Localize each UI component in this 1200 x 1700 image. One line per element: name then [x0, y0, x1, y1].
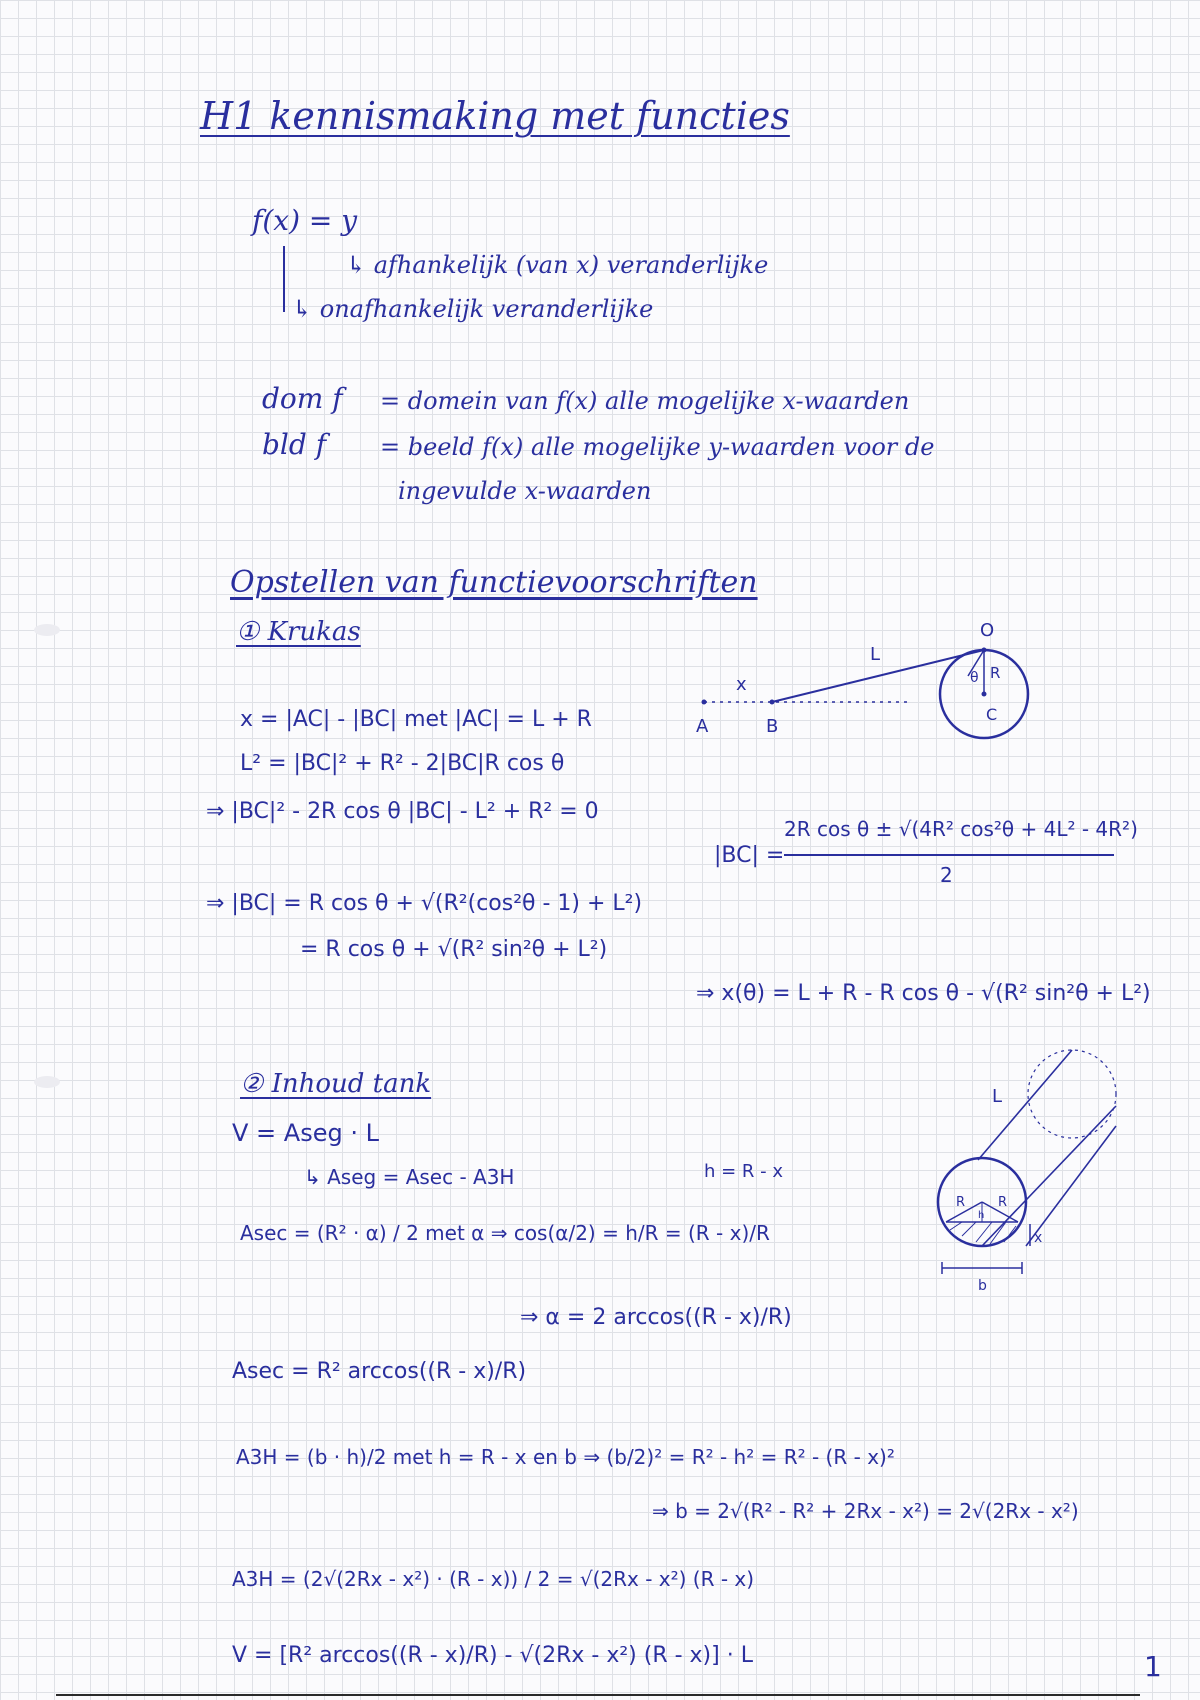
label-L: L	[870, 644, 881, 665]
label-C: C	[986, 705, 998, 724]
page-number: 1	[1144, 1650, 1162, 1683]
bc-fraction-bar	[784, 854, 1114, 856]
bc-formula-denominator: 2	[940, 863, 953, 887]
label-R-right: R	[998, 1195, 1008, 1210]
bottom-rule	[56, 1694, 1140, 1696]
bld-definition-continued: ingevulde x-waarden	[398, 477, 652, 505]
tank-final-volume: V = [R² arccos((R - x)/R) - √(2Rx - x²) (R - x)] · L	[232, 1643, 753, 1668]
bld-definition: = beeld f(x) alle mogelijke y-waarden voor de	[380, 433, 935, 461]
crank-eq-1: x = |AC| - |BC| met |AC| = L + R	[240, 707, 592, 732]
crank-eq-5: = R cos θ + √(R² sin²θ + L²)	[300, 937, 608, 962]
bld-term: bld f	[262, 428, 327, 461]
tank-eq-5: Asec = R² arccos((R - x)/R)	[232, 1359, 527, 1384]
label-O: O	[980, 620, 995, 641]
dom-definition: = domein van f(x) alle mogelijke x-waarden	[380, 387, 910, 415]
bc-formula-lhs: |BC| =	[714, 843, 785, 868]
crank-eq-4: ⇒ |BC| = R cos θ + √(R²(cos²θ - 1) + L²)	[206, 891, 643, 916]
dom-term: dom f	[262, 382, 343, 415]
label-R-left: R	[956, 1195, 966, 1210]
label-x: x	[736, 674, 747, 695]
tank-eq-3: Asec = (R² · α) / 2 met α ⇒ cos(α/2) = h/R = (R - x)/R	[240, 1221, 770, 1245]
independent-variable-note: ↳ onafhankelijk veranderlijke	[292, 295, 654, 323]
crank-eq-2: L² = |BC|² + R² - 2|BC|R cos θ	[240, 751, 565, 776]
tank-eq-8: A3H = (2√(2Rx - x²) · (R - x)) / 2 = √(2Rx - x²) (R - x)	[232, 1567, 755, 1591]
bc-formula-numerator: 2R cos θ ± √(4R² cos²θ + 4L² - 4R²)	[784, 817, 1138, 841]
tank-diagram	[922, 1046, 1142, 1296]
label-A: A	[696, 716, 709, 737]
section-heading: Opstellen van functievoorschriften	[230, 565, 758, 600]
page-title: H1 kennismaking met functies	[200, 94, 790, 138]
tank-eq-1: V = Aseg · L	[232, 1119, 379, 1147]
label-B: B	[766, 716, 779, 737]
crankshaft-diagram	[690, 620, 1060, 760]
label-b: b	[978, 1278, 987, 1294]
label-x: x	[1034, 1230, 1043, 1246]
label-h: h	[978, 1210, 985, 1221]
tank-eq-4: ⇒ α = 2 arccos((R - x)/R)	[520, 1305, 792, 1330]
binder-hole	[34, 624, 60, 636]
dependent-variable-note: ↳ afhankelijk (van x) veranderlijke	[346, 251, 769, 279]
label-theta: θ	[970, 670, 979, 686]
crank-result: ⇒ x(θ) = L + R - R cos θ - √(R² sin²θ + L²)	[696, 981, 1151, 1006]
crank-eq-3: ⇒ |BC|² - 2R cos θ |BC| - L² + R² = 0	[206, 799, 599, 824]
label-R: R	[990, 664, 1001, 682]
label-L: L	[992, 1086, 1003, 1107]
fx-definition: f(x) = y	[252, 204, 358, 237]
tank-eq-2: ↳ Aseg = Asec - A3H	[304, 1165, 515, 1189]
binder-hole	[34, 1076, 60, 1088]
example-1-heading: ① Krukas	[236, 617, 361, 647]
tank-eq-6: A3H = (b · h)/2 met h = R - x en b ⇒ (b/2)² = R² - h² = R² - (R - x)²	[236, 1445, 895, 1469]
example-2-heading: ② Inhoud tank	[240, 1069, 432, 1099]
h-note: h = R - x	[704, 1161, 784, 1182]
tank-eq-7: ⇒ b = 2√(R² - R² + 2Rx - x²) = 2√(2Rx - x²)	[652, 1499, 1079, 1523]
